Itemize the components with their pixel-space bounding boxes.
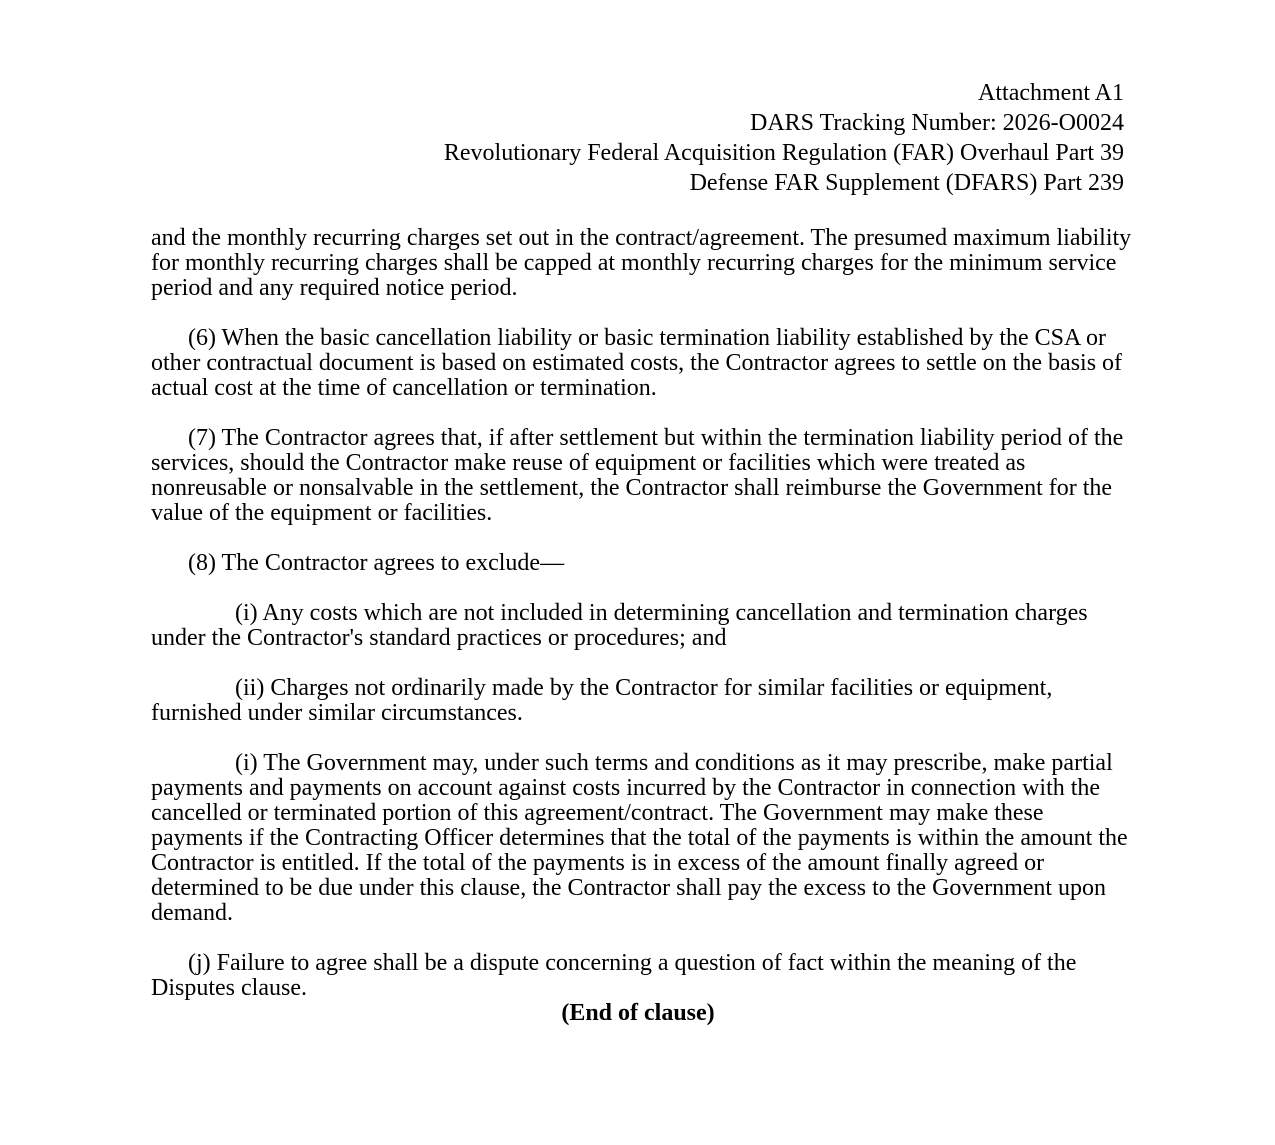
far-part-title: Revolutionary Federal Acquisition Regulation (FAR) Overhaul Part 39 — [443, 140, 1124, 166]
page-header — [444, 78, 1124, 198]
paragraph-8-i: (i) Any costs which are not included in determining cancellation and termination charges under the Contractor's standard practices or procedures; and — [151, 600, 1088, 651]
paragraph-i: (i) The Government may, under such terms and conditions as it may prescribe, make partial payments and payments on account against costs incurred by the Contractor in connection with the cancelled or terminated portion of this agreement/contract. The Government may make these payments if the Contracting Officer determines that the total of the payments is within the amount the Contractor is entitled. If the total of the payments is in excess of the amount finally agreed or determined to be due under this clause, the Contractor shall pay the excess to the Government upon demand. — [151, 750, 1128, 926]
paragraph-7: (7) The Contractor agrees that, if after settlement but within the termination liability period of the services, should the Contractor make reuse of equipment or facilities which were treated as nonreusable or nonsalvable in the settlement, the Contractor shall reimburse the Government for the value of the equipment or facilities. — [151, 425, 1124, 526]
paragraph-6: (6) When the basic cancellation liability or basic termination liability established by the CSA or other contractual document is based on estimated costs, the Contractor agrees to settle on the basis of actual cost at the time of cancellation or termination. — [151, 325, 1123, 401]
end-of-clause: (End of clause) — [561, 1000, 715, 1026]
paragraph-8: (8) The Contractor agrees to exclude— — [188, 550, 565, 576]
attachment-label: Attachment A1 — [978, 80, 1124, 106]
paragraph-j: (j) Failure to agree shall be a dispute concerning a question of fact within the meaning of the Disputes clause. — [151, 950, 1077, 1001]
dfars-part-title: Defense FAR Supplement (DFARS) Part 239 — [689, 170, 1124, 196]
paragraph-continuation: and the monthly recurring charges set out in the contract/agreement. The presumed maximum liability for monthly recurring charges shall be capped at monthly recurring charges for the minimum service period and any required notice period. — [151, 225, 1132, 301]
tracking-number: DARS Tracking Number: 2026-O0024 — [749, 110, 1124, 136]
paragraph-8-ii: (ii) Charges not ordinarily made by the Contractor for similar facilities or equipment, furnished under similar circumstances. — [151, 675, 1053, 726]
document-body — [151, 226, 1141, 1026]
